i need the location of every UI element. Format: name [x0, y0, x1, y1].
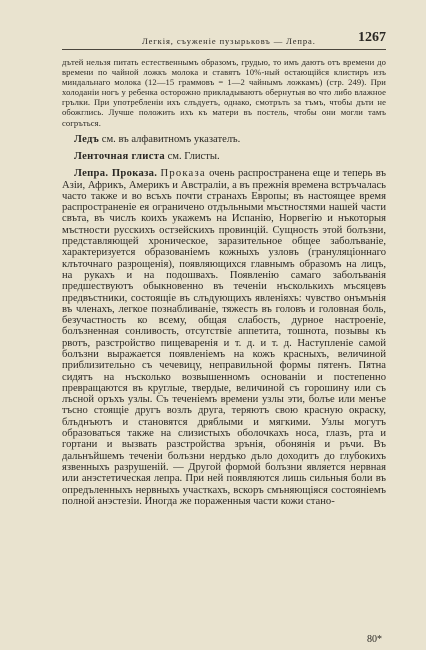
entry-led [62, 134, 386, 145]
page-number: 1267 [358, 30, 386, 45]
page-body [62, 57, 386, 507]
entry-headword: Ледъ [74, 133, 100, 145]
continuation-paragraph: дътей нельзя питать естественнымъ образомъ, грудью, то имъ даютъ отъ времени до времени по чайной ложкъ молока и ставятъ 10%-ный остающійся клистиръ изъ миндальнаго молока (12—15 граммовъ = 1—2 чайнымъ ложкамъ) (стр. 249). При холоданіи ногъ у ребенка осторожно прикладываютъ обернутыя во что либо влажное грълки. При употребленіи ихъ слъдуетъ, однако, смотръть за тъмъ, чтобы дъти не обожглись. Лучше положить ихъ къ матери въ постель, чтобы они могли тамъ согръться. [62, 57, 386, 128]
entry-text: см. Глисты. [164, 150, 220, 162]
entry-lead-word: Проказа [160, 168, 206, 180]
entry-text: очень распространена еще и теперь въ Азіи, Африкъ, Америкъ и Австраліи, а въ прежнія времена встръчалась часто также и во всъхъ почти странахъ Европы; въ настоящее время распространеніе ея ограничено отдъльными мъстностями нашей части свъта, въ числъ коихъ укажемъ на Испанію, Норвегію и нъкоторыя мъстности русскихъ остзейскихъ провинцій. Сущность этой болъзни, представляющей хроническое, заразительное общее заболъваніе, характеризуется образованіемъ кожныхъ узловъ (грануляціоннаго клъточнаго разрощенія), появляющихся главнымъ образомъ на лицъ, на рукахъ и на подошвахъ. Появленію самаго заболъванія предшествуютъ обыкновенно въ теченіи нъсколькихъ мъсяцевъ предвъстники, состоящіе въ слъдующихъ явленіяхъ: чувство онъмънія въ членахъ, легкое познабливаніе, тяжесть въ головъ и головная боль, безучастность ко всему, общая слабость, дурное настроеніе, болъзненная сонливость, отсутствіе аппетита, тошнота, позывы къ рвотъ, разстройство пищеваренія и т. д. и т. д. Наступленіе самой болъзни выражается появленіемъ на кожъ красныхъ, величиной приблизительно съ чечевицу, неправильной формы пятенъ. Пятна сидятъ на нъсколько возвышенномъ основаніи и постепенно превращаются въ круглые, твердые, величиной съ горошину или съ лъсной оръхъ узлы. Съ теченіемъ времени узлы эти, болъе или менъе тъсно стоящіе другъ возлъ друга, теряютъ свою красную окраску, блъднъютъ и становятся дряблыми и мягкими. Узлы могутъ образоваться также на слизистыхъ оболочкахъ носа, глазъ, рта и гортани и вызвать разстройства зрънія, обонянія и ръчи. Въ дальнъйшемъ теченіи болъзни нердъко дъло доходитъ до глубокихъ язвенныхъ разрушеній. — Другой формой болъзни является нервная или анэстетическая лепра. При ней появляются лишь сильныя боли въ опредъленныхъ нервныхъ участкахъ, вскоръ смъняющіяся состояніемъ полной анэстезіи. Иногда же пораженныя части кожи стано- [62, 168, 387, 507]
entry-tapeworm [62, 151, 386, 162]
entry-text: см. въ алфавитномъ указателъ. [99, 133, 241, 145]
header-rule [62, 49, 386, 50]
signature-mark: 80* [367, 634, 382, 645]
entry-lepra [62, 168, 386, 507]
running-head [62, 30, 386, 48]
running-title: Легкія, съуженіе пузырьковъ — Лепра. [142, 36, 316, 46]
entry-headword: Лепра. Проказа. [74, 168, 158, 180]
entry-headword: Ленточная глиста [74, 150, 165, 162]
